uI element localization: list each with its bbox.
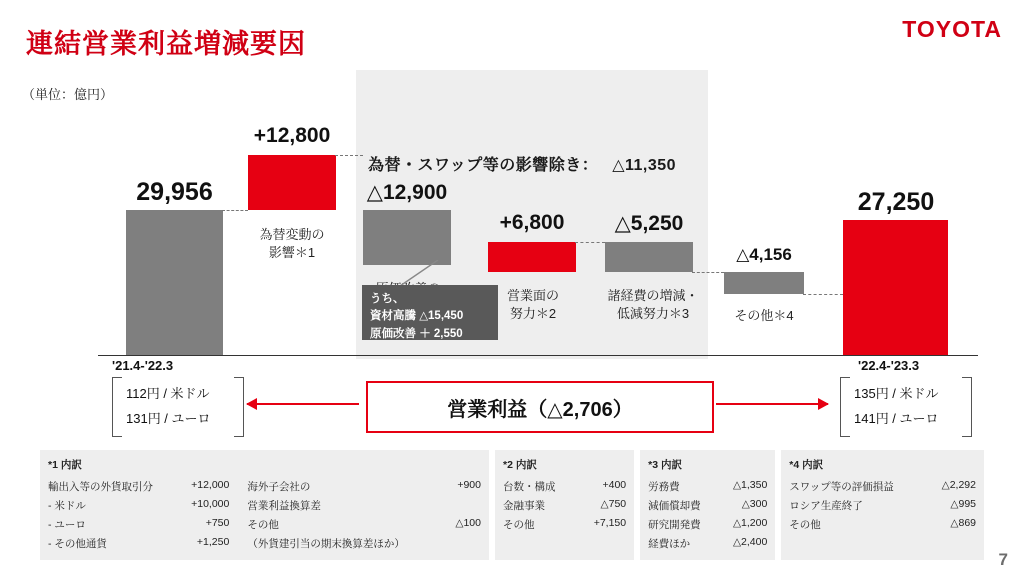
connector-5 — [803, 294, 843, 295]
cell-value: +7,150 — [593, 517, 627, 529]
cell-value: △750 — [600, 498, 627, 510]
footnote-4 — [781, 450, 984, 560]
bracket-left — [840, 377, 850, 437]
footnote-1 — [40, 450, 489, 560]
cell-label: - その他通貨 — [48, 538, 107, 550]
connector-3 — [575, 242, 605, 243]
cell-value: +400 — [602, 479, 627, 491]
cell-value: △995 — [950, 498, 976, 510]
bar-expense-reduction — [605, 242, 693, 272]
table-row — [48, 515, 481, 534]
band-label-value: △11,350 — [612, 157, 677, 174]
fx-right-line-1: 135円 / 米ドル — [854, 386, 939, 401]
cell-label: - 米ドル — [48, 500, 86, 512]
footnote-1-title: *1 内訳 — [48, 459, 82, 471]
table-row — [648, 496, 767, 515]
table-row — [648, 534, 767, 553]
caption-line-2: 努力＊2 — [509, 305, 557, 321]
caption-sales-effort — [483, 287, 583, 322]
fx-rate-right — [840, 375, 972, 437]
footnote-4-title: *4 内訳 — [789, 459, 824, 471]
cell-label: 研究開発費 — [648, 519, 701, 531]
connector-4 — [692, 272, 724, 273]
band-label-text: 為替・スワップ等の影響除き： — [368, 157, 599, 174]
cell-label: - ユーロ — [48, 519, 86, 531]
cell-value2: +900 — [457, 479, 481, 491]
caption-expense-reduction — [598, 287, 708, 322]
cell-label: 労務費 — [648, 481, 680, 493]
bar-other-value: △4,156 — [736, 245, 792, 264]
x-axis — [98, 355, 978, 356]
cell-value2: △100 — [455, 517, 481, 529]
cell-label2: その他 — [247, 519, 279, 531]
table-row — [503, 496, 626, 515]
table-row — [789, 515, 976, 534]
operating-profit-label: 営業利益（△2,706） — [447, 398, 633, 421]
arrow-left — [247, 403, 359, 405]
arrow-right — [716, 403, 828, 405]
table-row — [503, 477, 626, 496]
cell-value2 — [443, 534, 481, 553]
footnote-2 — [495, 450, 634, 560]
cell-label2: 海外子会社の — [247, 481, 311, 493]
cell-value: △2,400 — [732, 536, 768, 548]
bar-other — [724, 272, 804, 294]
band-label — [368, 152, 676, 175]
bar-fx-impact — [248, 155, 336, 210]
axis-label-left: '21.4-'22.3 — [112, 358, 174, 373]
cell-value: △1,200 — [732, 517, 768, 529]
footnotes — [40, 450, 984, 560]
cell-value2 — [443, 496, 481, 515]
bar-fx-impact-value: +12,800 — [253, 124, 331, 147]
table-row — [48, 477, 481, 496]
cell-value: △1,350 — [732, 479, 768, 491]
cell-value: △869 — [950, 517, 976, 529]
footnote-1-table — [48, 477, 481, 553]
caption-line-2: 影響＊1 — [268, 244, 316, 260]
caption-line-1: 営業面の — [506, 288, 559, 303]
bracket-right — [962, 377, 972, 437]
cell-label: 経費ほか — [648, 538, 691, 550]
caption-line-1: 諸経費の増減・ — [607, 288, 699, 303]
cell-label: 減価償却費 — [648, 500, 701, 512]
cell-label: 台数・構成 — [502, 481, 556, 493]
bar-sales-effort — [488, 242, 576, 272]
toyota-logo: TOYOTA — [902, 16, 1002, 42]
caption-other: その他＊4 — [734, 308, 794, 323]
bar-expense-reduction-value: △5,250 — [614, 212, 684, 235]
cell-label: スワップ等の評価損益 — [789, 481, 894, 493]
fx-left-line-1: 112円 / 米ドル — [126, 386, 210, 401]
bar-total-end — [843, 220, 948, 355]
cell-value: △300 — [741, 498, 768, 510]
footnote-2-title: *2 内訳 — [502, 459, 537, 471]
unit-label: （単位：億円） — [22, 87, 114, 102]
table-row — [503, 515, 626, 534]
cell-label2: 営業利益換算差 — [247, 500, 321, 512]
table-row — [789, 477, 976, 496]
operating-profit-box — [366, 381, 714, 433]
cell-label: 輸出入等の外貨取引分 — [48, 481, 153, 493]
cell-value: +12,000 — [191, 479, 230, 491]
fx-right-line-2: 141円 / ユーロ — [854, 411, 939, 426]
fx-left-line-2: 131円 / ユーロ — [126, 411, 211, 426]
bar-cost-improvement-value: △12,900 — [366, 181, 448, 204]
bracket-right — [234, 377, 244, 437]
fx-rate-left — [112, 375, 244, 437]
cell-label2: （外貨建引当の期末換算差ほか） — [247, 538, 405, 550]
cell-label: 金融事業 — [502, 500, 545, 512]
footnote-2-table — [503, 477, 626, 534]
table-row — [648, 477, 767, 496]
caption-line-1: 為替変動の — [259, 227, 325, 242]
cell-value: +10,000 — [191, 498, 230, 510]
cell-value: +1,250 — [196, 536, 230, 548]
bracket-left — [112, 377, 122, 437]
cell-label: その他 — [789, 519, 821, 531]
bar-total-end-value: 27,250 — [857, 188, 935, 216]
bar-cost-improvement — [363, 210, 451, 265]
caption-line-2: 低減努力＊3 — [616, 305, 690, 321]
footnote-3 — [640, 450, 775, 560]
waterfall-chart — [0, 70, 1024, 370]
callout-leader-line — [396, 260, 440, 288]
connector-2 — [335, 155, 363, 156]
table-row — [789, 496, 976, 515]
callout-line-1: うち、 — [370, 293, 405, 305]
cell-label: ロシア生産終了 — [789, 500, 863, 512]
caption-fx-impact — [242, 226, 342, 261]
connector-1 — [222, 210, 248, 211]
cell-value: △2,292 — [941, 479, 976, 491]
page-title: 連結営業利益増減要因 — [26, 29, 306, 59]
footnote-3-title: *3 内訳 — [648, 459, 682, 471]
page-number: 7 — [998, 550, 1008, 569]
table-row — [48, 496, 481, 515]
axis-label-right: '22.4-'23.3 — [858, 358, 920, 373]
cell-label: その他 — [502, 519, 535, 531]
bar-sales-effort-value: +6,800 — [499, 211, 565, 234]
footnote-4-table — [789, 477, 976, 534]
callout-line-3: 原価改善 ＋ 2,550 — [370, 327, 463, 340]
bar-total-start-value: 29,956 — [136, 178, 213, 206]
cell-value: +750 — [205, 517, 230, 529]
bar-total-start — [126, 210, 223, 355]
callout-box — [362, 285, 498, 340]
table-row — [648, 515, 767, 534]
callout-line-2: 資材高騰 △15,450 — [370, 310, 464, 323]
footnote-3-table — [648, 477, 767, 553]
table-row — [48, 534, 481, 553]
